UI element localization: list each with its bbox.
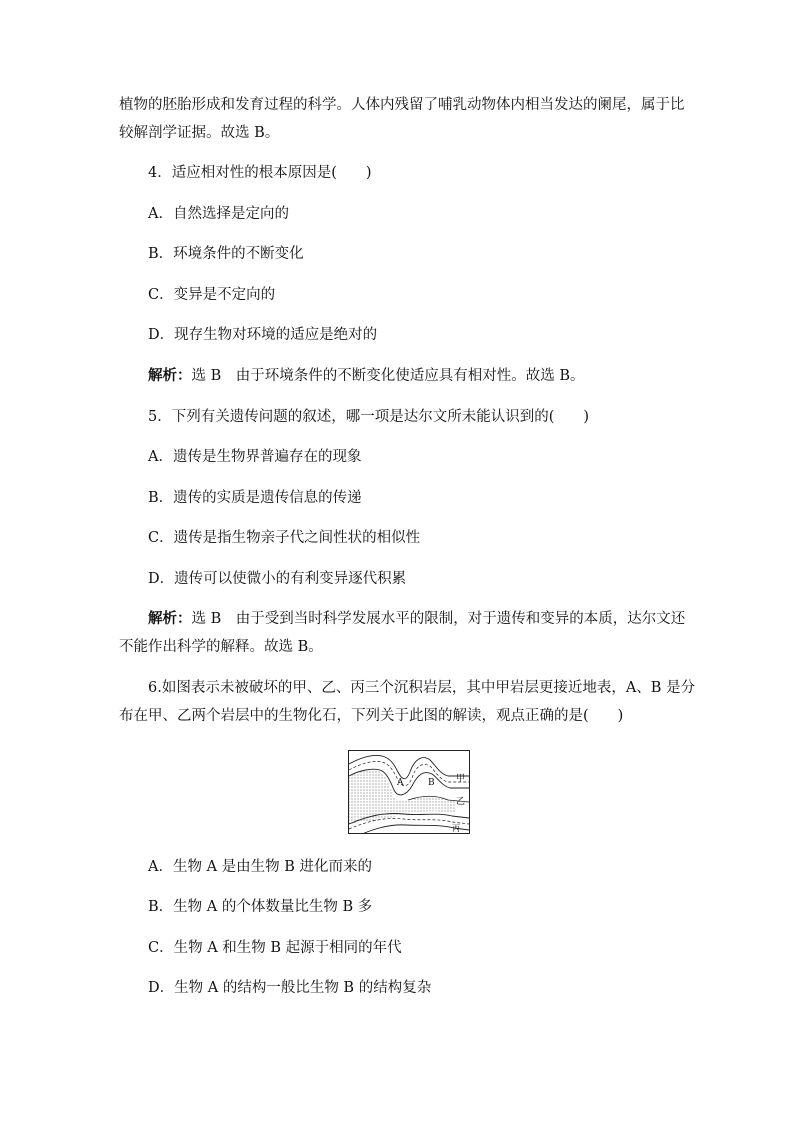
q5-analysis-label: 解析：	[148, 610, 192, 627]
intro-line-2: 较解剖学证据。故选 B。	[119, 125, 280, 141]
layer-jia-label: 甲	[456, 774, 466, 784]
q6-option-d: D．生物 A 的结构一般比生物 B 的结构复杂	[148, 980, 432, 996]
q6-stem-line-2: 布在甲、乙两个岩层中的生物化石，下列关于此图的解读，观点正确的是( )	[119, 708, 624, 724]
q6-stem-line-1: 6.如图表示未被破坏的甲、乙、丙三个沉积岩层，其中甲岩层更接近地表，A、B 是分	[148, 680, 696, 696]
q4-stem: 4．适应相对性的根本原因是( )	[148, 165, 372, 181]
q4-option-d: D．现存生物对环境的适应是绝对的	[148, 327, 378, 343]
q5-option-b: B．遗传的实质是遗传信息的传递	[148, 490, 362, 506]
q4-analysis	[148, 366, 585, 386]
q5-stem: 5．下列有关遗传问题的叙述，哪一项是达尔文所未能认识到的( )	[148, 409, 590, 425]
fossil-a-label: A	[397, 778, 404, 788]
q5-option-a: A．遗传是生物界普遍存在的现象	[148, 449, 362, 465]
q6-option-c: C．生物 A 和生物 B 起源于相同的年代	[148, 940, 402, 956]
q4-option-b: B．环境条件的不断变化	[148, 246, 304, 262]
layer-bing-label: 丙	[452, 824, 460, 833]
intro-line-1: 植物的胚胎形成和发育过程的科学。人体内残留了哺乳动物体内相当发达的阑尾，属于比	[119, 97, 685, 113]
q5-option-d: D．遗传可以使微小的有利变异逐代积累	[148, 571, 407, 587]
rock-layers-figure	[348, 750, 470, 834]
fossil-b-label: B	[428, 778, 435, 788]
q4-analysis-text: 选 B 由于环境条件的不断变化使适应具有相对性。故选 B。	[191, 368, 585, 384]
q5-analysis-line-1	[148, 609, 685, 629]
q6-option-b: B．生物 A 的个体数量比生物 B 多	[148, 899, 373, 915]
q4-option-a: A．自然选择是定向的	[148, 206, 289, 222]
q4-option-c: C．变异是不定向的	[148, 287, 276, 303]
q6-option-a: A．生物 A 是由生物 B 进化而来的	[148, 859, 373, 875]
q5-option-c: C．遗传是指生物亲子代之间性状的相似性	[148, 530, 421, 546]
q4-analysis-label: 解析：	[148, 367, 192, 384]
layer-yi-label: 乙	[456, 797, 466, 807]
q5-analysis-line-2: 不能作出科学的解释。故选 B。	[119, 639, 323, 655]
q5-analysis-text-1: 选 B 由于受到当时科学发展水平的限制，对于遗传和变异的本质，达尔文还	[191, 611, 686, 627]
